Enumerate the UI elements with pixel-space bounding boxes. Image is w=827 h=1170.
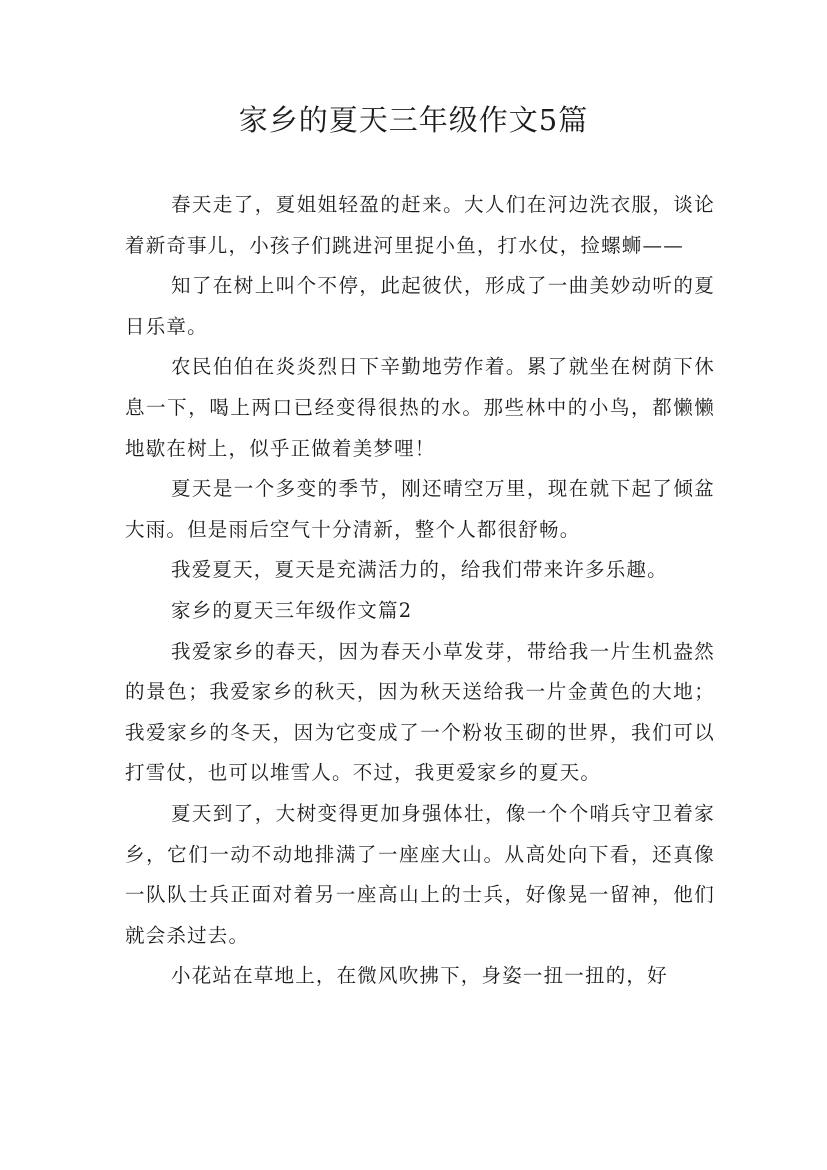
paragraph: 我爱家乡的春天，因为春天小草发芽，带给我一片生机盎然的景色；我爱家乡的秋天，因为秋天送给我一片金黄色的大地；我爱家乡的冬天，因为它变成了一个粉妆玉砌的世界，我们可以打雪仗，也可以堆雪人。不过，我更爱家乡的夏天。 — [125, 639, 715, 785]
paragraph: 春天走了，夏姐姐轻盈的赶来。大人们在河边洗衣服，谈论着新奇事儿，小孩子们跳进河里捉小鱼，打水仗，捡螺蛳—— — [125, 193, 715, 257]
document-body — [125, 185, 715, 997]
paragraph: 知了在树上叫个不停，此起彼伏，形成了一曲美妙动听的夏日乐章。 — [125, 274, 715, 338]
paragraph: 农民伯伯在炎炎烈日下辛勤地劳作着。累了就坐在树荫下休息一下，喝上两口已经变得很热的水。那些林中的小鸟，都懒懒地歇在树上，似乎正做着美梦哩！ — [125, 355, 715, 460]
document-title: 家乡的夏天三年级作文5篇 — [238, 103, 589, 137]
paragraph: 夏天是一个多变的季节，刚还晴空万里，现在就下起了倾盆大雨。但是雨后空气十分清新，整个人都很舒畅。 — [125, 477, 715, 541]
section-heading: 家乡的夏天三年级作文篇2 — [171, 598, 413, 622]
paragraph: 我爱夏天，夏天是充满活力的，给我们带来许多乐趣。 — [171, 558, 668, 582]
paragraph: 小花站在草地上，在微风吹拂下，身姿一扭一扭的，好 — [171, 964, 668, 988]
paragraph: 夏天到了，大树变得更加身强体壮，像一个个哨兵守卫着家乡，它们一动不动地排满了一座座大山。从高处向下看，还真像一队队士兵正面对着另一座高山上的士兵，好像晃一留神，他们就会杀过去。 — [125, 801, 715, 947]
